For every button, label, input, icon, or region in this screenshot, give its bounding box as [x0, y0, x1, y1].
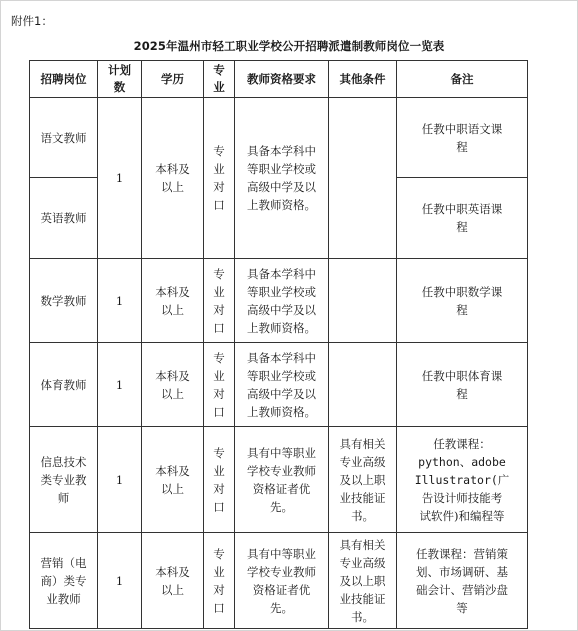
education-line: 以上 — [161, 386, 184, 401]
plan-cell: 1 — [98, 533, 142, 629]
major-line: 业 — [213, 463, 225, 478]
other-line: 业技能证 — [339, 591, 386, 606]
header-major-line: 业 — [213, 80, 225, 94]
major-line: 专 — [213, 350, 225, 365]
remarks-line: 等 — [456, 600, 468, 615]
recruitment-table — [29, 60, 528, 629]
header-major — [204, 61, 235, 98]
position-line: 营销（电 — [40, 555, 87, 570]
header-plan-line: 数 — [113, 80, 126, 94]
qualification-line: 高级中学及以 — [247, 302, 316, 317]
attachment-label: 附件1： — [11, 14, 53, 28]
header-plan-line: 计划 — [108, 63, 131, 77]
header-qualification: 教师资格要求 — [235, 61, 329, 98]
remarks-line: 划、市场调研、基 — [416, 564, 508, 579]
remarks-cell — [397, 98, 528, 178]
qualification-line: 等职业学校或 — [247, 368, 316, 383]
remarks-line: 程 — [456, 220, 468, 234]
education-line: 本科及 — [155, 162, 190, 176]
other-line: 具有相关 — [339, 436, 386, 451]
remarks-line: 试软件)和编程等 — [419, 508, 505, 523]
table-row — [30, 533, 528, 629]
major-line: 口 — [213, 404, 225, 419]
position-line: 业教师 — [46, 591, 81, 606]
qualification-cell — [235, 343, 329, 427]
education-line: 以上 — [161, 302, 184, 317]
header-position: 招聘岗位 — [30, 61, 98, 98]
major-line: 业 — [213, 162, 225, 176]
qualification-line: 具备本学科中 — [247, 350, 316, 365]
position-cell — [30, 427, 98, 533]
major-line: 业 — [213, 368, 225, 383]
major-line: 对 — [213, 481, 225, 496]
other-conditions-cell — [329, 533, 397, 629]
table-row — [30, 427, 528, 533]
education-line: 本科及 — [155, 564, 190, 579]
major-line: 专 — [213, 445, 225, 460]
qualification-line: 等职业学校或 — [247, 162, 316, 176]
education-line: 以上 — [161, 582, 184, 597]
major-cell — [204, 343, 235, 427]
education-line: 本科及 — [155, 463, 190, 478]
major-line: 专 — [213, 266, 225, 281]
major-line: 业 — [213, 284, 225, 299]
other-line: 书。 — [351, 508, 374, 523]
other-line: 专业高级 — [339, 555, 386, 570]
remarks-line: 程 — [456, 139, 468, 154]
other-line: 具有相关 — [339, 537, 386, 552]
qualification-line: 具备本学科中 — [247, 144, 316, 158]
qualification-line: 先。 — [270, 600, 293, 615]
header-major-line: 专 — [213, 63, 225, 77]
position-cell: 英语教师 — [30, 178, 98, 259]
major-line: 口 — [213, 320, 225, 335]
qualification-line: 学校专业教师 — [247, 463, 316, 478]
remarks-cell — [397, 427, 528, 533]
qualification-line: 高级中学及以 — [247, 180, 316, 194]
major-line: 对 — [213, 582, 225, 597]
major-line: 业 — [213, 564, 225, 579]
position-cell: 数学教师 — [30, 259, 98, 343]
plan-cell: 1 — [98, 343, 142, 427]
other-conditions-cell — [329, 343, 397, 427]
position-cell: 语文教师 — [30, 98, 98, 178]
education-cell — [142, 259, 204, 343]
other-conditions-cell — [329, 98, 397, 259]
major-line: 口 — [213, 198, 225, 212]
other-conditions-cell — [329, 259, 397, 343]
remarks-line: 任教中职数学课 — [421, 284, 503, 299]
table-row — [30, 98, 528, 178]
education-cell — [142, 343, 204, 427]
remarks-line: python、adobe — [418, 454, 506, 469]
table-header-row — [30, 61, 528, 98]
other-line: 及以上职 — [339, 573, 386, 588]
remarks-line: Illustrator(广 — [414, 472, 510, 487]
remarks-cell — [397, 178, 528, 259]
qualification-line: 上教师资格。 — [247, 198, 316, 212]
qualification-line: 资格证者优 — [252, 481, 311, 496]
major-line: 口 — [213, 499, 225, 514]
remarks-cell — [397, 533, 528, 629]
education-line: 本科及 — [155, 368, 190, 383]
remarks-line: 任教中职语文课 — [421, 121, 503, 136]
other-line: 业技能证 — [339, 490, 386, 505]
header-other-conditions: 其他条件 — [329, 61, 397, 98]
position-cell — [30, 533, 98, 629]
qualification-line: 上教师资格。 — [247, 320, 316, 335]
qualification-line: 资格证者优 — [252, 582, 311, 597]
header-education: 学历 — [142, 61, 204, 98]
plan-cell: 1 — [98, 259, 142, 343]
major-cell — [204, 533, 235, 629]
remarks-line: 程 — [456, 302, 468, 317]
qualification-line: 高级中学及以 — [247, 386, 316, 401]
other-line: 专业高级 — [339, 454, 386, 469]
qualification-line: 具备本学科中 — [247, 266, 316, 281]
position-line: 类专业教 — [40, 472, 87, 487]
remarks-line: 任教课程：营销策 — [416, 546, 508, 561]
other-conditions-cell — [329, 427, 397, 533]
major-line: 对 — [213, 302, 225, 317]
major-cell — [204, 259, 235, 343]
education-line: 以上 — [161, 481, 184, 496]
remarks-line: 任教中职体育课 — [421, 368, 503, 383]
remarks-line: 任教课程： — [433, 436, 491, 451]
qualification-cell — [235, 427, 329, 533]
remarks-cell — [397, 259, 528, 343]
document-title: 2025年温州市轻工职业学校公开招聘派遣制教师岗位一览表 — [133, 39, 445, 53]
remarks-line: 任教中职英语课 — [421, 202, 503, 216]
qualification-line: 学校专业教师 — [247, 564, 316, 579]
other-line: 书。 — [351, 609, 374, 624]
remarks-line: 告设计师技能考 — [421, 490, 503, 505]
major-line: 专 — [213, 546, 225, 561]
major-line: 口 — [213, 600, 225, 615]
major-line: 对 — [213, 180, 225, 194]
plan-cell: 1 — [98, 427, 142, 533]
major-line: 专 — [213, 144, 225, 158]
major-line: 对 — [213, 386, 225, 401]
qualification-line: 具有中等职业 — [247, 546, 316, 561]
major-cell — [204, 427, 235, 533]
education-cell — [142, 427, 204, 533]
header-plan-count — [98, 61, 142, 98]
qualification-cell — [235, 98, 329, 259]
education-line: 本科及 — [155, 284, 190, 299]
other-line: 及以上职 — [339, 472, 386, 487]
position-line: 商）类专 — [40, 573, 87, 588]
qualification-line: 先。 — [270, 499, 293, 514]
education-cell — [142, 533, 204, 629]
position-cell: 体育教师 — [30, 343, 98, 427]
qualification-cell — [235, 259, 329, 343]
qualification-cell — [235, 533, 329, 629]
education-line: 以上 — [161, 180, 184, 194]
remarks-line: 础会计、营销沙盘 — [416, 582, 508, 597]
table-row — [30, 259, 528, 343]
qualification-line: 具有中等职业 — [247, 445, 316, 460]
education-cell — [142, 98, 204, 259]
remarks-line: 程 — [456, 386, 468, 401]
table-row — [30, 343, 528, 427]
qualification-line: 等职业学校或 — [247, 284, 316, 299]
header-remarks: 备注 — [397, 61, 528, 98]
position-line: 信息技术 — [40, 454, 87, 469]
major-cell — [204, 98, 235, 259]
qualification-line: 上教师资格。 — [247, 404, 316, 419]
plan-cell: 1 — [98, 98, 142, 259]
position-line: 师 — [57, 490, 70, 505]
remarks-cell — [397, 343, 528, 427]
